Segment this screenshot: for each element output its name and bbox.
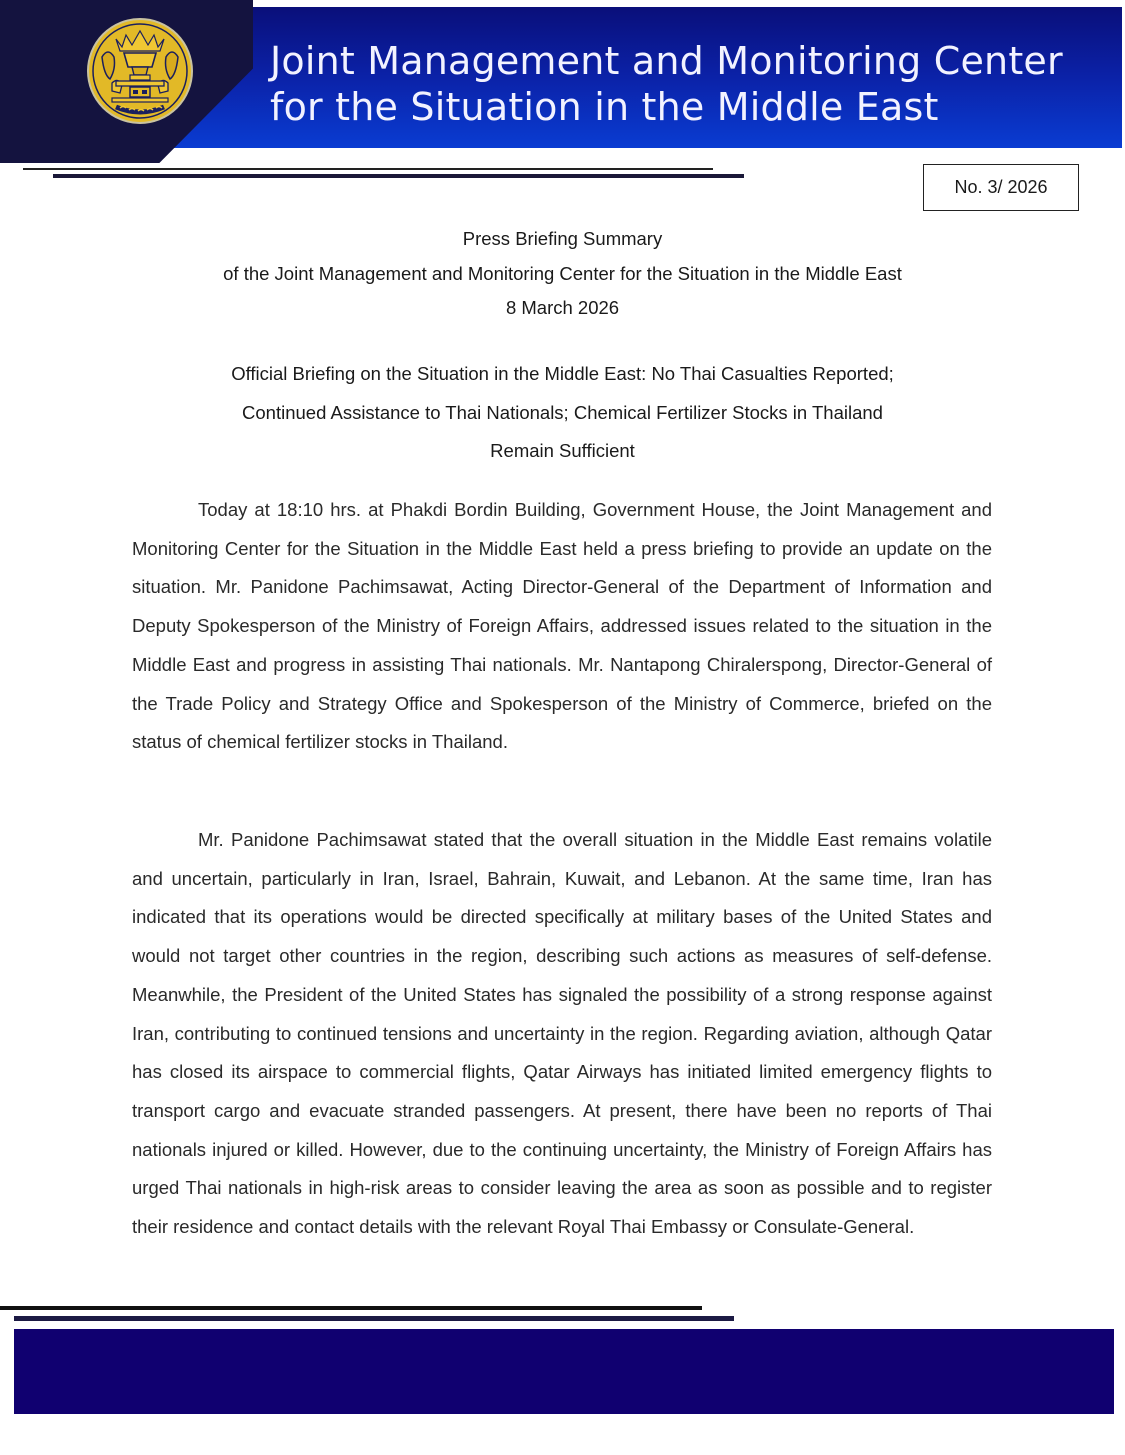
summary-heading <box>100 222 1025 326</box>
footer-divider-thin <box>0 1306 702 1310</box>
footer-bar <box>14 1329 1114 1414</box>
header-divider-thick <box>53 174 744 178</box>
summary-title: Press Briefing Summary <box>462 228 663 249</box>
headline-line: Remain Sufficient <box>490 440 635 461</box>
headline-line: Continued Assistance to Thai Nationals; Chemical Fertilizer Stocks in Thailand <box>242 401 883 423</box>
header-title-line-1: Joint Management and Monitoring Center <box>270 39 1063 83</box>
header-title <box>270 38 1110 130</box>
body-paragraph-2 <box>132 821 992 1247</box>
footer-divider-thick <box>14 1316 734 1321</box>
briefing-headline <box>100 355 1025 471</box>
header-title-line-2: for the Situation in the Middle East <box>270 85 939 129</box>
document-number-box: No. 3/ 2026 <box>923 164 1079 211</box>
summary-subtitle: of the Joint Management and Monitoring Center for the Situation in the Middle East <box>223 262 902 284</box>
briefing-date: 8 March 2026 <box>505 297 620 318</box>
paragraph-text: Today at 18:10 hrs. at Phakdi Bordin Building, Government House, the Joint Management and Monitoring Center for the Situation in the Middle East held a press briefing to provide an update on the situation. Mr. Panidone Pachimsawat, Acting Director-General of the Department of Information and Deputy Spokesperson of the Ministry of Foreign Affairs, addressed issues related to the situation in the Middle East and progress in assisting Thai nationals. Mr. Nantapong Chiralerspong, Director-General of the Trade Policy and Strategy Office and Spokesperson of the Ministry of Commerce, briefed on the status of chemical fertilizer stocks in Thailand. <box>132 499 992 753</box>
header-divider-thin <box>23 168 713 170</box>
government-emblem-icon <box>86 17 194 125</box>
paragraph-text: Mr. Panidone Pachimsawat stated that the overall situation in the Middle East remains volatile and uncertain, particularly in Iran, Israel, Bahrain, Kuwait, and Lebanon. At the same time, Iran has indicated that its operations would be directed specifically at military bases of the United States and would not target other countries in the region, describing such actions as measures of self-defense. Meanwhile, the President of the United States has signaled the possibility of a strong response against Iran, contributing to continued tensions and uncertainty in the region. Regarding aviation, although Qatar has closed its airspace to commercial flights, Qatar Airways has initiated limited emergency flights to transport cargo and evacuate stranded passengers. At present, there have been no reports of Thai nationals injured or killed. However, due to the continuing uncertainty, the Ministry of Foreign Affairs has urged Thai nationals in high-risk areas to consider leaving the area as soon as possible and to register their residence and contact details with the relevant Royal Thai Embassy or Consulate-General. <box>132 829 992 1238</box>
headline-line: Official Briefing on the Situation in the Middle East: No Thai Casualties Reported; <box>231 363 894 384</box>
body-paragraph-1 <box>132 491 992 762</box>
